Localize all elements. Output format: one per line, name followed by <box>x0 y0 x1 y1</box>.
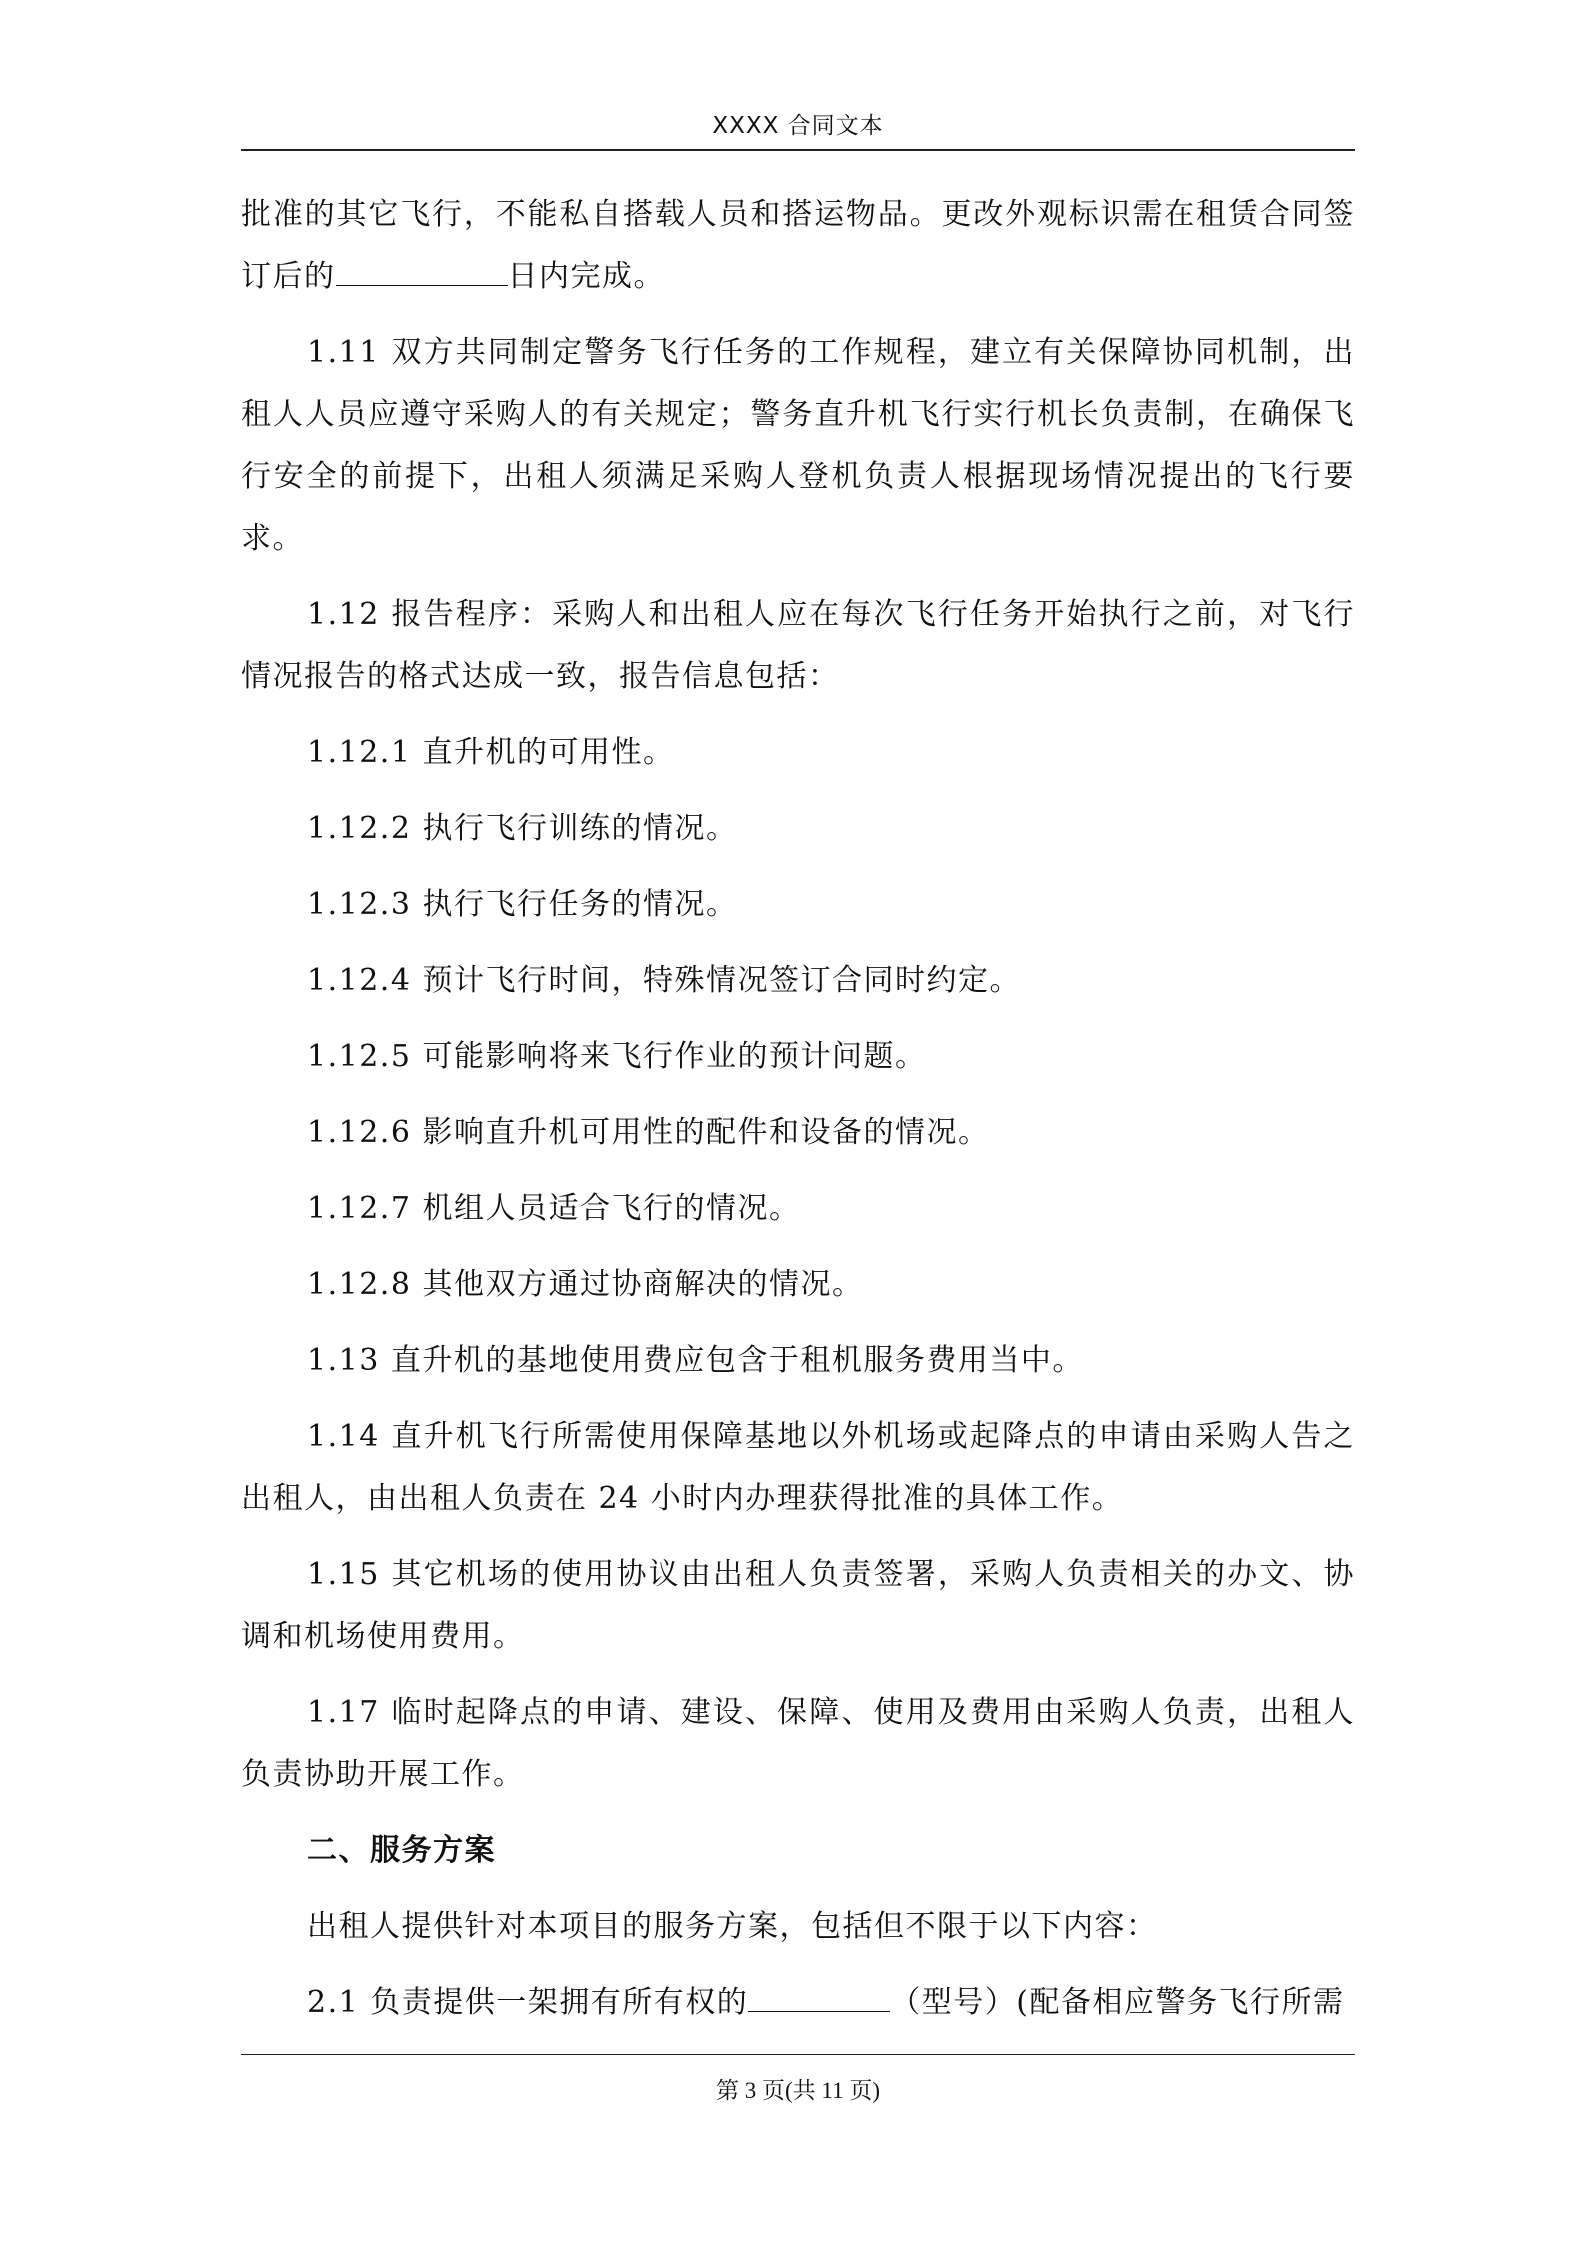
clause-1-12-5 <box>241 1026 1355 1088</box>
paragraph-text: 1.15 其它机场的使用协议由出租人负责签署，采购人负责相关的办文、协调和机场使用费用。 <box>241 1557 1355 1654</box>
fill-in-blank <box>748 1981 890 2012</box>
paragraph-text: 1.17 临时起降点的申请、建设、保障、使用及费用由采购人负责，出租人负责协助开展工作。 <box>241 1695 1355 1792</box>
paragraph-text: 1.12.6 影响直升机可用性的配件和设备的情况。 <box>307 1115 990 1150</box>
clause-1-11 <box>241 322 1355 570</box>
page-header-title: XXXX 合同文本 <box>712 113 884 139</box>
clause-1-12-6 <box>241 1102 1355 1164</box>
section-intro <box>241 1896 1355 1958</box>
paragraph-text: 出租人提供针对本项目的服务方案，包括但不限于以下内容： <box>307 1909 1158 1944</box>
paragraph-text: 1.14 直升机飞行所需使用保障基地以外机场或起降点的申请由采购人告之出租人，由出租人负责在 24 小时内办理获得批准的具体工作。 <box>241 1419 1355 1516</box>
paragraph-text: 1.12.3 执行飞行任务的情况。 <box>307 887 738 922</box>
clause-1-12-2 <box>241 798 1355 860</box>
paragraph-continuation <box>241 184 1355 308</box>
clause-1-12-1 <box>241 722 1355 784</box>
footer-divider <box>241 2054 1355 2055</box>
paragraph-text: （型号）(配备相应警务飞行所需 <box>890 1985 1345 2020</box>
clause-1-15 <box>241 1544 1355 1668</box>
clause-1-12-8 <box>241 1254 1355 1316</box>
paragraph-text: 日内完成。 <box>507 259 665 294</box>
clause-1-12-4 <box>241 950 1355 1012</box>
paragraph-text: 批准的其它飞行，不能私自搭载人员和搭运物品。更改外观标识需在租赁合同签订后的 <box>241 197 1355 294</box>
section-heading <box>241 1820 1355 1882</box>
paragraph-text: 1.12 报告程序：采购人和出租人应在每次飞行任务开始执行之前，对飞行情况报告的格式达成一致，报告信息包括： <box>241 597 1355 694</box>
fill-in-blank <box>336 255 508 286</box>
clause-1-12-7 <box>241 1178 1355 1240</box>
document-body <box>241 184 1355 2048</box>
paragraph-text: 1.13 直升机的基地使用费应包含于租机服务费用当中。 <box>307 1343 1084 1378</box>
clause-1-12-3 <box>241 874 1355 936</box>
paragraph-text: 1.12.8 其他双方通过协商解决的情况。 <box>307 1267 864 1302</box>
paragraph-text: 1.11 双方共同制定警务飞行任务的工作规程，建立有关保障协同机制，出租人人员应遵守采购人的有关规定；警务直升机飞行实行机长负责制，在确保飞行安全的前提下，出租人须满足采购人登机负责人根据现场情况提出的飞行要求。 <box>241 335 1355 556</box>
header-divider <box>241 149 1355 151</box>
clause-1-17 <box>241 1682 1355 1806</box>
clause-1-14 <box>241 1406 1355 1530</box>
page-number: 第 3 页(共 11 页) <box>716 2078 880 2103</box>
clause-1-13 <box>241 1330 1355 1392</box>
paragraph-text: 1.12.7 机组人员适合飞行的情况。 <box>307 1191 801 1226</box>
heading-text: 二、服务方案 <box>307 1833 496 1868</box>
paragraph-text: 1.12.1 直升机的可用性。 <box>307 735 675 770</box>
paragraph-text: 1.12.4 预计飞行时间，特殊情况签订合同时约定。 <box>307 963 1021 998</box>
paragraph-text: 1.12.2 执行飞行训练的情况。 <box>307 811 738 846</box>
paragraph-text: 2.1 负责提供一架拥有所有权的 <box>307 1985 749 2020</box>
clause-1-12 <box>241 584 1355 708</box>
clause-2-1 <box>241 1972 1355 2034</box>
paragraph-text: 1.12.5 可能影响将来飞行作业的预计问题。 <box>307 1039 927 1074</box>
